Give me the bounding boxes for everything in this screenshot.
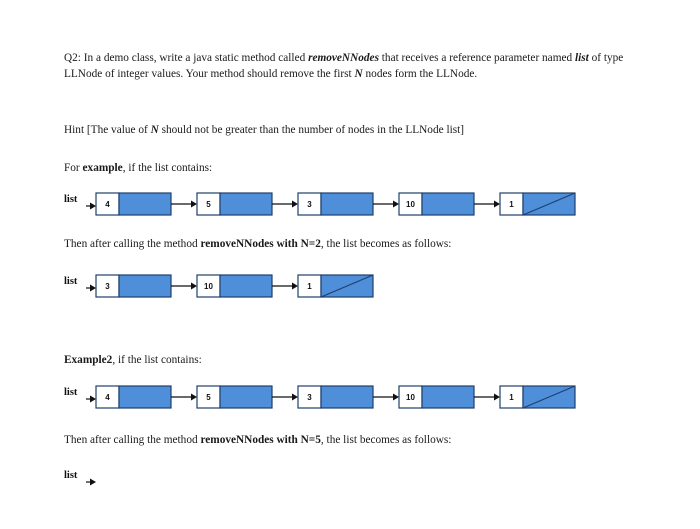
list-node (298, 275, 373, 297)
example1-result-text (64, 236, 644, 252)
node-next-cell (220, 193, 272, 215)
list-head-arrow (86, 203, 96, 210)
hint-n-variable: N (150, 124, 159, 136)
example2-intro (64, 352, 644, 368)
question-mid2: of type LLNode of integer values. Your method should remove the first (64, 52, 624, 80)
list-node (197, 275, 272, 297)
example2-result-bold: removeNNodes with N=5 (200, 434, 321, 446)
n-variable: N (354, 68, 363, 80)
node-value: 5 (206, 393, 211, 402)
example2-result-prefix: Then after calling the method (64, 434, 201, 446)
example1-intro (64, 160, 644, 176)
node-next-cell (422, 193, 474, 215)
example1-result-suffix: , the list becomes as follows: (320, 238, 452, 250)
question-suffix: nodes form the LLNode. (362, 68, 478, 80)
node-value: 10 (406, 393, 415, 402)
list-head-arrow (86, 285, 96, 292)
next-pointer-arrow (272, 201, 298, 208)
example1-intro-bold: example (82, 162, 123, 174)
example2-result-list-diagram (0, 464, 700, 504)
node-value: 3 (307, 200, 312, 209)
node-next-cell (321, 193, 373, 215)
hint-prefix: Hint [The value of (64, 124, 151, 136)
list-node (399, 386, 474, 408)
node-value: 10 (406, 200, 415, 209)
list-label: list (64, 276, 78, 287)
example1-list-diagram (0, 188, 700, 228)
node-value: 1 (509, 393, 514, 402)
node-value: 3 (307, 393, 312, 402)
list-node (500, 193, 575, 215)
example2-result-text (64, 432, 644, 448)
list-node (197, 193, 272, 215)
next-pointer-arrow (474, 394, 500, 401)
node-next-cell (321, 386, 373, 408)
example1-result-prefix: Then after calling the method (64, 238, 201, 250)
node-next-cell (119, 193, 171, 215)
list-head-arrow (86, 396, 96, 403)
node-next-cell (119, 275, 171, 297)
list-node (96, 275, 171, 297)
method-name: removeNNodes (308, 52, 379, 64)
list-node (298, 193, 373, 215)
list-label: list (64, 470, 78, 481)
list-node (197, 386, 272, 408)
next-pointer-arrow (373, 201, 399, 208)
list-label: list (64, 387, 78, 398)
list-node (399, 193, 474, 215)
node-value: 1 (307, 282, 312, 291)
node-value: 1 (509, 200, 514, 209)
example2-intro-bold: Example2 (64, 354, 113, 366)
node-value: 10 (204, 282, 213, 291)
list-node (96, 386, 171, 408)
param-name: list (574, 52, 589, 64)
list-head-arrow (86, 479, 96, 486)
list-label: list (64, 194, 78, 205)
node-value: 5 (206, 200, 211, 209)
next-pointer-arrow (171, 201, 197, 208)
next-pointer-arrow (272, 283, 298, 290)
example1-intro-suffix: , if the list contains: (122, 162, 213, 174)
hint-text (64, 122, 644, 138)
list-node (298, 386, 373, 408)
question-mid1: that receives a reference parameter named (378, 52, 575, 64)
node-next-cell (220, 275, 272, 297)
example2-list-diagram (0, 381, 700, 421)
hint-suffix: should not be greater than the number of nodes in the LLNode list] (158, 124, 465, 136)
example2-result-suffix: , the list becomes as follows: (320, 434, 452, 446)
next-pointer-arrow (171, 394, 197, 401)
list-node (96, 193, 171, 215)
node-value: 4 (105, 393, 110, 402)
next-pointer-arrow (272, 394, 298, 401)
example1-result-list-diagram (0, 270, 700, 310)
example2-intro-suffix: , if the list contains: (112, 354, 202, 366)
next-pointer-arrow (474, 201, 500, 208)
example1-result-bold: removeNNodes with N=2 (200, 238, 321, 250)
question-text (64, 50, 644, 82)
node-next-cell (422, 386, 474, 408)
node-next-cell (220, 386, 272, 408)
question-prefix: Q2: In a demo class, write a java static method called (64, 52, 309, 64)
list-node (500, 386, 575, 408)
node-value: 4 (105, 200, 110, 209)
next-pointer-arrow (171, 283, 197, 290)
node-value: 3 (105, 282, 110, 291)
node-next-cell (119, 386, 171, 408)
example1-intro-prefix: For (64, 162, 83, 174)
next-pointer-arrow (373, 394, 399, 401)
